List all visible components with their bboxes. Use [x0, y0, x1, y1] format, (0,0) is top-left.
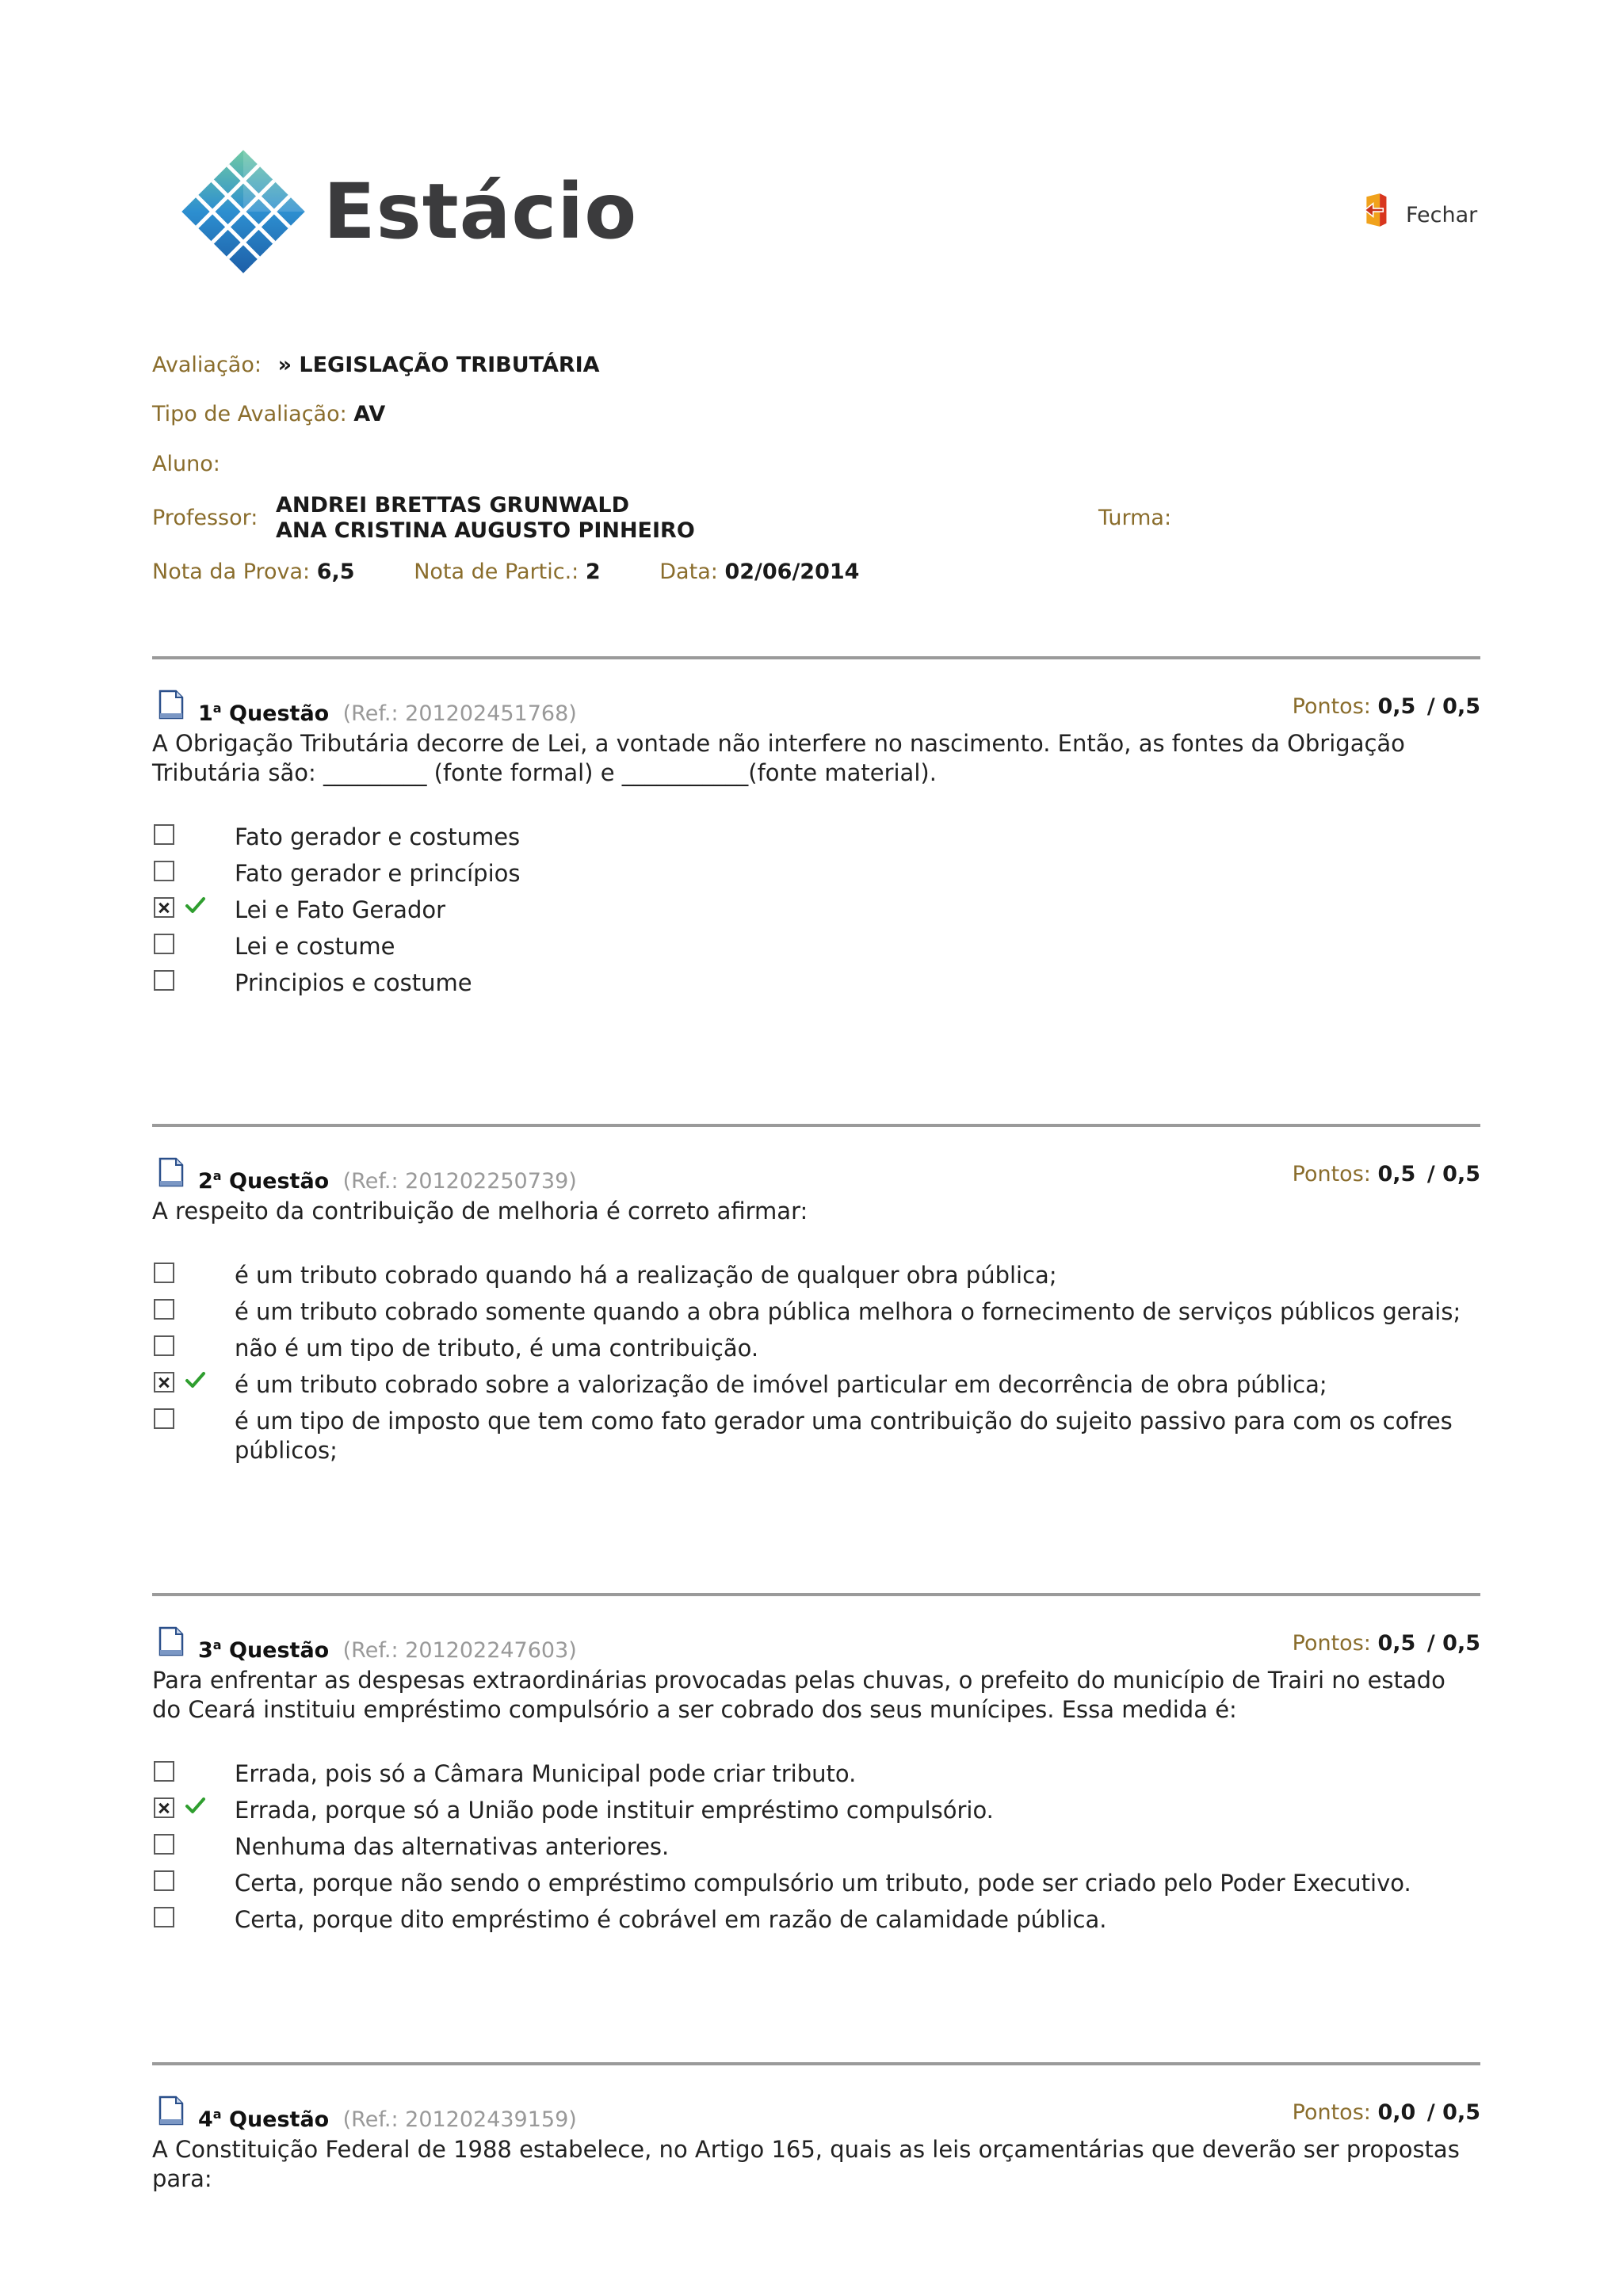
nota-prova-value: 6,5: [316, 560, 355, 584]
option-checkbox[interactable]: [154, 861, 174, 881]
options-list: [152, 1261, 1480, 1470]
option-checkbox[interactable]: [154, 824, 174, 845]
option-checkbox[interactable]: [154, 1335, 174, 1356]
option-item[interactable]: [152, 1796, 1480, 1832]
question-ordinal: a: [212, 1168, 222, 1183]
option-checkbox[interactable]: [154, 970, 174, 991]
points-max: / 0,5: [1426, 1631, 1480, 1656]
points-label: Pontos:: [1292, 1631, 1371, 1656]
question-ref: (Ref.: 201202439159): [342, 2107, 577, 2132]
question-2: [152, 1157, 1480, 1470]
points-max: / 0,5: [1426, 1162, 1480, 1186]
document-icon: [158, 690, 184, 720]
option-item[interactable]: [152, 1261, 1480, 1297]
option-item[interactable]: [152, 896, 1480, 932]
option-text: é um tipo de imposto que tem como fato gerador uma contribuição do sujeito passivo para com os cofres públicos;: [235, 1408, 1453, 1464]
professor-label-wrap: [152, 506, 258, 530]
option-text: é um tributo cobrado somente quando a obra pública melhora o fornecimento de serviços públicos gerais;: [235, 1298, 1461, 1325]
divider: [152, 656, 1480, 659]
document-icon: [158, 1157, 184, 1187]
option-item[interactable]: [152, 932, 1480, 968]
professor-label: Professor:: [152, 506, 258, 530]
question-ordinal: a: [212, 701, 222, 716]
option-checkbox-checked[interactable]: [154, 1797, 174, 1818]
document-icon: [158, 1626, 184, 1656]
professor-names: [276, 493, 695, 544]
points-value: 0,0: [1377, 2100, 1416, 2125]
data-label: Data:: [659, 560, 718, 584]
points-value: 0,5: [1377, 1162, 1416, 1186]
option-checkbox[interactable]: [154, 1263, 174, 1283]
divider: [152, 1593, 1480, 1596]
option-checkbox-checked[interactable]: [154, 1372, 174, 1392]
option-text: Fato gerador e princípios: [235, 860, 521, 887]
question-text: A Constituição Federal de 1988 estabelece, no Artigo 165, quais as leis orçamentárias que deverão ser propostas para:: [152, 2136, 1460, 2192]
question-ref: (Ref.: 201202247603): [342, 1638, 577, 1663]
option-text: Lei e Fato Gerador: [235, 896, 446, 923]
turma-label: Turma:: [1098, 506, 1172, 530]
option-text: Principios e costume: [235, 969, 472, 996]
correct-check-icon: [184, 1794, 206, 1817]
option-item[interactable]: [152, 1334, 1480, 1370]
nota-prova-label: Nota da Prova:: [152, 560, 311, 584]
question-points: [1293, 1162, 1480, 1186]
option-checkbox[interactable]: [154, 1870, 174, 1891]
option-checkbox[interactable]: [154, 1408, 174, 1429]
option-item[interactable]: [152, 1297, 1480, 1334]
points-value: 0,5: [1377, 694, 1416, 719]
option-text: é um tributo cobrado quando há a realização de qualquer obra pública;: [235, 1262, 1057, 1289]
professor-name-1: ANDREI BRETTAS GRUNWALD: [276, 493, 630, 518]
nota-partic-value: 2: [585, 560, 601, 584]
question-ordinal: a: [212, 1637, 222, 1652]
points-max: / 0,5: [1426, 694, 1480, 719]
nota-partic-label: Nota de Partic.:: [414, 560, 579, 584]
option-item[interactable]: [152, 1832, 1480, 1869]
question-ref: (Ref.: 201202250739): [342, 1169, 577, 1194]
question-title: [198, 701, 577, 726]
option-checkbox[interactable]: [154, 1761, 174, 1782]
question-label: Questão: [229, 1169, 330, 1194]
question-number: 2: [198, 1169, 213, 1194]
option-text: Errada, pois só a Câmara Municipal pode criar tributo.: [235, 1760, 857, 1787]
options-list: [152, 823, 1480, 1005]
option-checkbox[interactable]: [154, 1834, 174, 1855]
question-ref: (Ref.: 201202451768): [342, 701, 577, 726]
option-text: Fato gerador e costumes: [235, 823, 521, 850]
avaliacao-label: Avaliação:: [152, 353, 262, 377]
option-checkbox[interactable]: [154, 1907, 174, 1927]
question-text: A Obrigação Tributária decorre de Lei, a vontade não interfere no nascimento. Então, as fontes da Obrigação Tributária são: _________ (fonte formal) e ___________(fonte material).: [152, 730, 1405, 786]
aluno-row: [152, 452, 220, 476]
points-label: Pontos:: [1292, 2100, 1371, 2125]
points-label: Pontos:: [1292, 694, 1371, 719]
divider: [152, 1124, 1480, 1127]
question-text: A respeito da contribuição de melhoria é correto afirmar:: [152, 1198, 808, 1224]
question-1: [152, 690, 1480, 1005]
turma-row: [1098, 506, 1171, 530]
option-text: Certa, porque dito empréstimo é cobrável em razão de calamidade pública.: [235, 1906, 1107, 1933]
option-item[interactable]: [152, 1759, 1480, 1796]
question-label: Questão: [229, 2107, 330, 2132]
brand-name: Estácio: [323, 167, 638, 256]
question-3: [152, 1626, 1480, 1942]
question-points: [1293, 1631, 1480, 1656]
question-number: 3: [198, 1638, 213, 1663]
correct-check-icon: [184, 1369, 206, 1391]
question-points: [1293, 2100, 1480, 2125]
question-number: 1: [198, 701, 213, 726]
estacio-logo: [179, 147, 637, 276]
option-item[interactable]: [152, 968, 1480, 1005]
question-number: 4: [198, 2107, 213, 2132]
aluno-label: Aluno:: [152, 452, 220, 476]
question-title: [198, 1168, 577, 1194]
points-value: 0,5: [1377, 1631, 1416, 1656]
option-item[interactable]: [152, 1869, 1480, 1905]
professor-name-2: ANA CRISTINA AUGUSTO PINHEIRO: [276, 518, 695, 543]
option-checkbox[interactable]: [154, 934, 174, 954]
option-checkbox[interactable]: [154, 1299, 174, 1320]
document-icon: [158, 2095, 184, 2126]
points-max: / 0,5: [1426, 2100, 1480, 2125]
divider: [152, 2062, 1480, 2065]
option-text: é um tributo cobrado sobre a valorização de imóvel particular em decorrência de obra pública;: [235, 1371, 1327, 1398]
option-item[interactable]: [152, 823, 1480, 859]
estacio-diamond-icon: [179, 147, 307, 276]
question-4: [152, 2095, 1480, 2194]
option-text: Errada, porque só a União pode instituir empréstimo compulsório.: [235, 1797, 994, 1824]
close-button[interactable]: [1361, 192, 1477, 228]
tipo-value: AV: [353, 402, 386, 426]
question-text: Para enfrentar as despesas extraordinárias provocadas pelas chuvas, o prefeito do município de Trairi no estado do Ceará instituiu empréstimo compulsório a ser cobrado dos seus munícipes. Essa medida é:: [152, 1667, 1445, 1723]
option-checkbox-checked[interactable]: [154, 897, 174, 918]
avaliacao-value: » LEGISLAÇÃO TRIBUTÁRIA: [277, 353, 600, 377]
exit-door-icon: [1361, 192, 1395, 228]
option-text: Nenhuma das alternativas anteriores.: [235, 1833, 670, 1860]
grades-row: [152, 560, 859, 584]
points-label: Pontos:: [1292, 1162, 1371, 1186]
option-item[interactable]: [152, 1905, 1480, 1942]
question-label: Questão: [229, 1638, 330, 1663]
question-title: [198, 2107, 577, 2132]
avaliacao-row: [152, 353, 600, 377]
options-list: [152, 1759, 1480, 1942]
question-points: [1293, 694, 1480, 719]
question-label: Questão: [229, 701, 330, 726]
option-item[interactable]: [152, 1370, 1480, 1407]
option-text: Certa, porque não sendo o empréstimo compulsório um tributo, pode ser criado pelo Poder Executivo.: [235, 1870, 1411, 1897]
option-item[interactable]: [152, 859, 1480, 896]
question-title: [198, 1637, 577, 1663]
tipo-row: [152, 402, 385, 426]
close-label: Fechar: [1406, 202, 1478, 227]
correct-check-icon: [184, 894, 206, 916]
tipo-label: Tipo de Avaliação:: [152, 402, 347, 426]
option-text: Lei e costume: [235, 933, 395, 960]
option-text: não é um tipo de tributo, é uma contribuição.: [235, 1335, 759, 1362]
data-value: 02/06/2014: [724, 560, 860, 584]
option-item[interactable]: [152, 1407, 1480, 1470]
question-ordinal: a: [212, 2107, 222, 2122]
